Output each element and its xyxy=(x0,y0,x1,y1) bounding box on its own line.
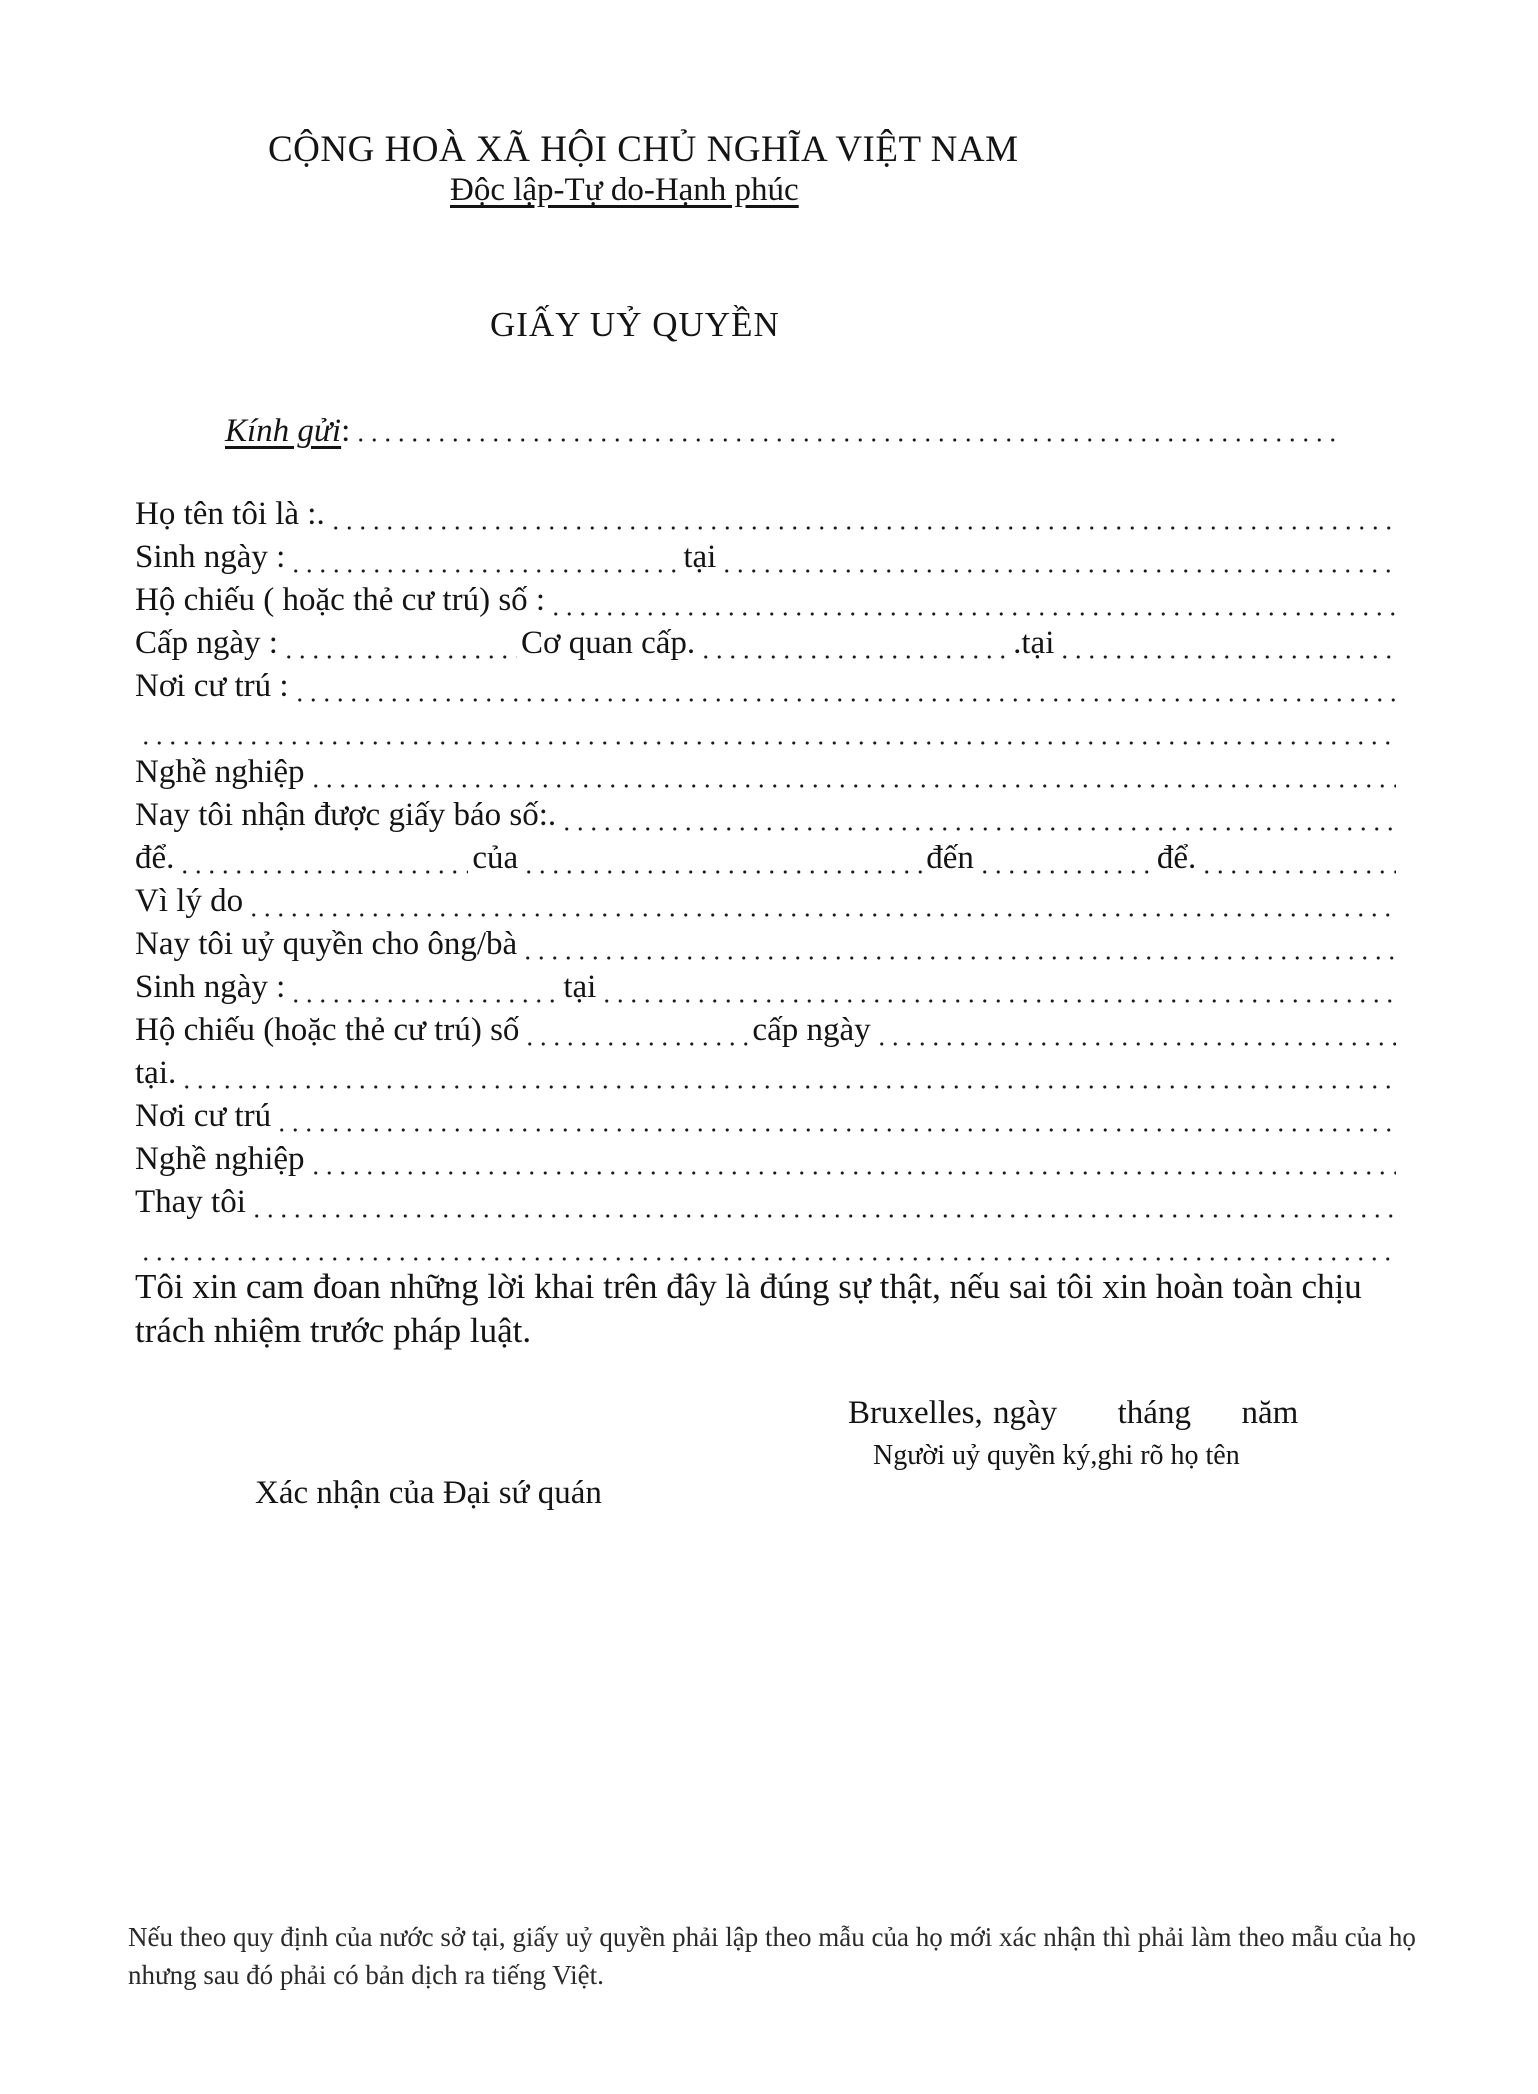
on-my-behalf-fill-line[interactable] xyxy=(250,1214,1396,1218)
birth-place-fill-line[interactable] xyxy=(720,569,1396,573)
issue-place-fill-line[interactable] xyxy=(1058,655,1396,659)
proxy-birth-place-label: tại xyxy=(563,969,597,1005)
issue-place-label: .tại xyxy=(1013,625,1055,661)
on-my-behalf-continuation-fill-line[interactable] xyxy=(139,1257,1396,1261)
declaration-text: Tôi xin cam đoan những lời khai trên đây là đúng sự thật, nếu sai tôi xin hoàn toàn chịu trách nhiệm trước pháp luật. xyxy=(135,1267,1362,1350)
proxy-birth-row xyxy=(135,969,1400,1011)
notice-purpose-row xyxy=(135,840,1400,882)
purpose-label: để. xyxy=(135,840,175,876)
purpose-2-label: để. xyxy=(1156,840,1197,876)
place-date-line xyxy=(848,1395,1298,1432)
issue-row xyxy=(135,625,1400,667)
issuing-agency-fill-line[interactable] xyxy=(699,655,1009,659)
reason-fill-line[interactable] xyxy=(247,913,1396,917)
issue-date-label: Cấp ngày : xyxy=(135,625,278,661)
on-my-behalf-continuation-row xyxy=(135,1227,1400,1269)
residence-continuation-row xyxy=(135,711,1400,753)
proxy-name-fill-line[interactable] xyxy=(521,956,1396,960)
of-fill-line[interactable] xyxy=(522,870,922,874)
to-label: đến xyxy=(926,840,974,876)
reason-row xyxy=(135,883,1400,925)
birth-date-label: Sinh ngày : xyxy=(135,539,286,575)
signer-note: Người uỷ quyền ký,ghi rõ họ tên xyxy=(873,1440,1240,1471)
national-title: CỘNG HOÀ XÃ HỘI CHỦ NGHĨA VIỆT NAM xyxy=(268,129,1019,170)
reason-label: Vì lý do xyxy=(135,883,244,919)
addressee-label: Kính gửi xyxy=(225,413,342,449)
proxy-birth-date-label: Sinh ngày : xyxy=(135,969,286,1005)
month-label: tháng xyxy=(1117,1395,1191,1431)
residence-continuation-fill-line[interactable] xyxy=(139,741,1396,745)
proxy-name-row xyxy=(135,926,1400,968)
notice-number-fill-line[interactable] xyxy=(560,827,1396,831)
issuing-agency-label: Cơ quan cấp. xyxy=(520,625,696,661)
birth-place-label: tại xyxy=(683,539,717,575)
full-name-row xyxy=(135,496,1400,538)
proxy-issue-date-fill-line[interactable] xyxy=(875,1042,1396,1046)
on-my-behalf-row xyxy=(135,1184,1400,1226)
purpose-fill-line[interactable] xyxy=(178,870,468,874)
proxy-birth-place-fill-line[interactable] xyxy=(600,999,1396,1003)
passport-row xyxy=(135,582,1400,624)
proxy-issue-place-row xyxy=(135,1055,1400,1097)
addressee-colon: : xyxy=(341,413,351,449)
proxy-residence-row xyxy=(135,1098,1400,1140)
proxy-birth-date-fill-line[interactable] xyxy=(289,999,559,1003)
national-motto: Độc lập-Tự do-Hạnh phúc xyxy=(450,172,799,208)
proxy-issue-place-fill-line[interactable] xyxy=(180,1085,1396,1089)
notice-number-row xyxy=(135,797,1400,839)
proxy-issue-date-label: cấp ngày xyxy=(752,1012,871,1048)
notice-number-label: Nay tôi nhận được giấy báo số:. xyxy=(135,797,557,833)
occupation-fill-line[interactable] xyxy=(309,784,1396,788)
proxy-issue-place-label: tại. xyxy=(135,1055,177,1091)
occupation-row xyxy=(135,754,1400,796)
proxy-residence-label: Nơi cư trú xyxy=(135,1098,272,1134)
full-name-fill-line[interactable] xyxy=(329,526,1396,530)
proxy-passport-fill-line[interactable] xyxy=(523,1042,748,1046)
passport-fill-line[interactable] xyxy=(549,612,1396,616)
purpose-2-fill-line[interactable] xyxy=(1200,870,1396,874)
to-fill-line[interactable] xyxy=(978,870,1153,874)
document-title: GIẤY UỶ QUYỀN xyxy=(490,305,780,344)
footnote: Nếu theo quy định của nước sở tại, giấy uỷ quyền phải lập theo mẫu của họ mới xác nhận thì phải làm theo mẫu của họ nhưng sau đó phải có bản dịch ra tiếng Việt. xyxy=(128,1922,1416,1990)
proxy-occupation-label: Nghề nghiệp xyxy=(135,1141,305,1177)
of-label: của xyxy=(472,840,519,876)
on-my-behalf-label: Thay tôi xyxy=(135,1184,246,1220)
proxy-residence-fill-line[interactable] xyxy=(275,1128,1396,1132)
birth-row xyxy=(135,539,1400,581)
residence-row xyxy=(135,668,1400,710)
proxy-occupation-row xyxy=(135,1141,1400,1183)
full-name-label: Họ tên tôi là :. xyxy=(135,496,325,532)
addressee-fill-line[interactable] xyxy=(354,438,1341,442)
addressee-row xyxy=(225,413,1345,450)
issue-date-fill-line[interactable] xyxy=(282,655,517,659)
year-label: năm xyxy=(1241,1395,1299,1431)
proxy-occupation-fill-line[interactable] xyxy=(309,1171,1396,1175)
occupation-label: Nghề nghiệp xyxy=(135,754,305,790)
proxy-passport-row xyxy=(135,1012,1400,1054)
proxy-name-label: Nay tôi uỷ quyền cho ông/bà xyxy=(135,926,518,962)
residence-label: Nơi cư trú : xyxy=(135,668,289,704)
residence-fill-line[interactable] xyxy=(293,698,1396,702)
proxy-passport-label: Hộ chiếu (hoặc thẻ cư trú) số xyxy=(135,1012,520,1048)
place-date-label: Bruxelles, ngày xyxy=(848,1395,1058,1431)
passport-label: Hộ chiếu ( hoặc thẻ cư trú) số : xyxy=(135,582,546,618)
birth-date-fill-line[interactable] xyxy=(289,569,679,573)
embassy-confirmation-label: Xác nhận của Đại sứ quán xyxy=(255,1475,602,1511)
